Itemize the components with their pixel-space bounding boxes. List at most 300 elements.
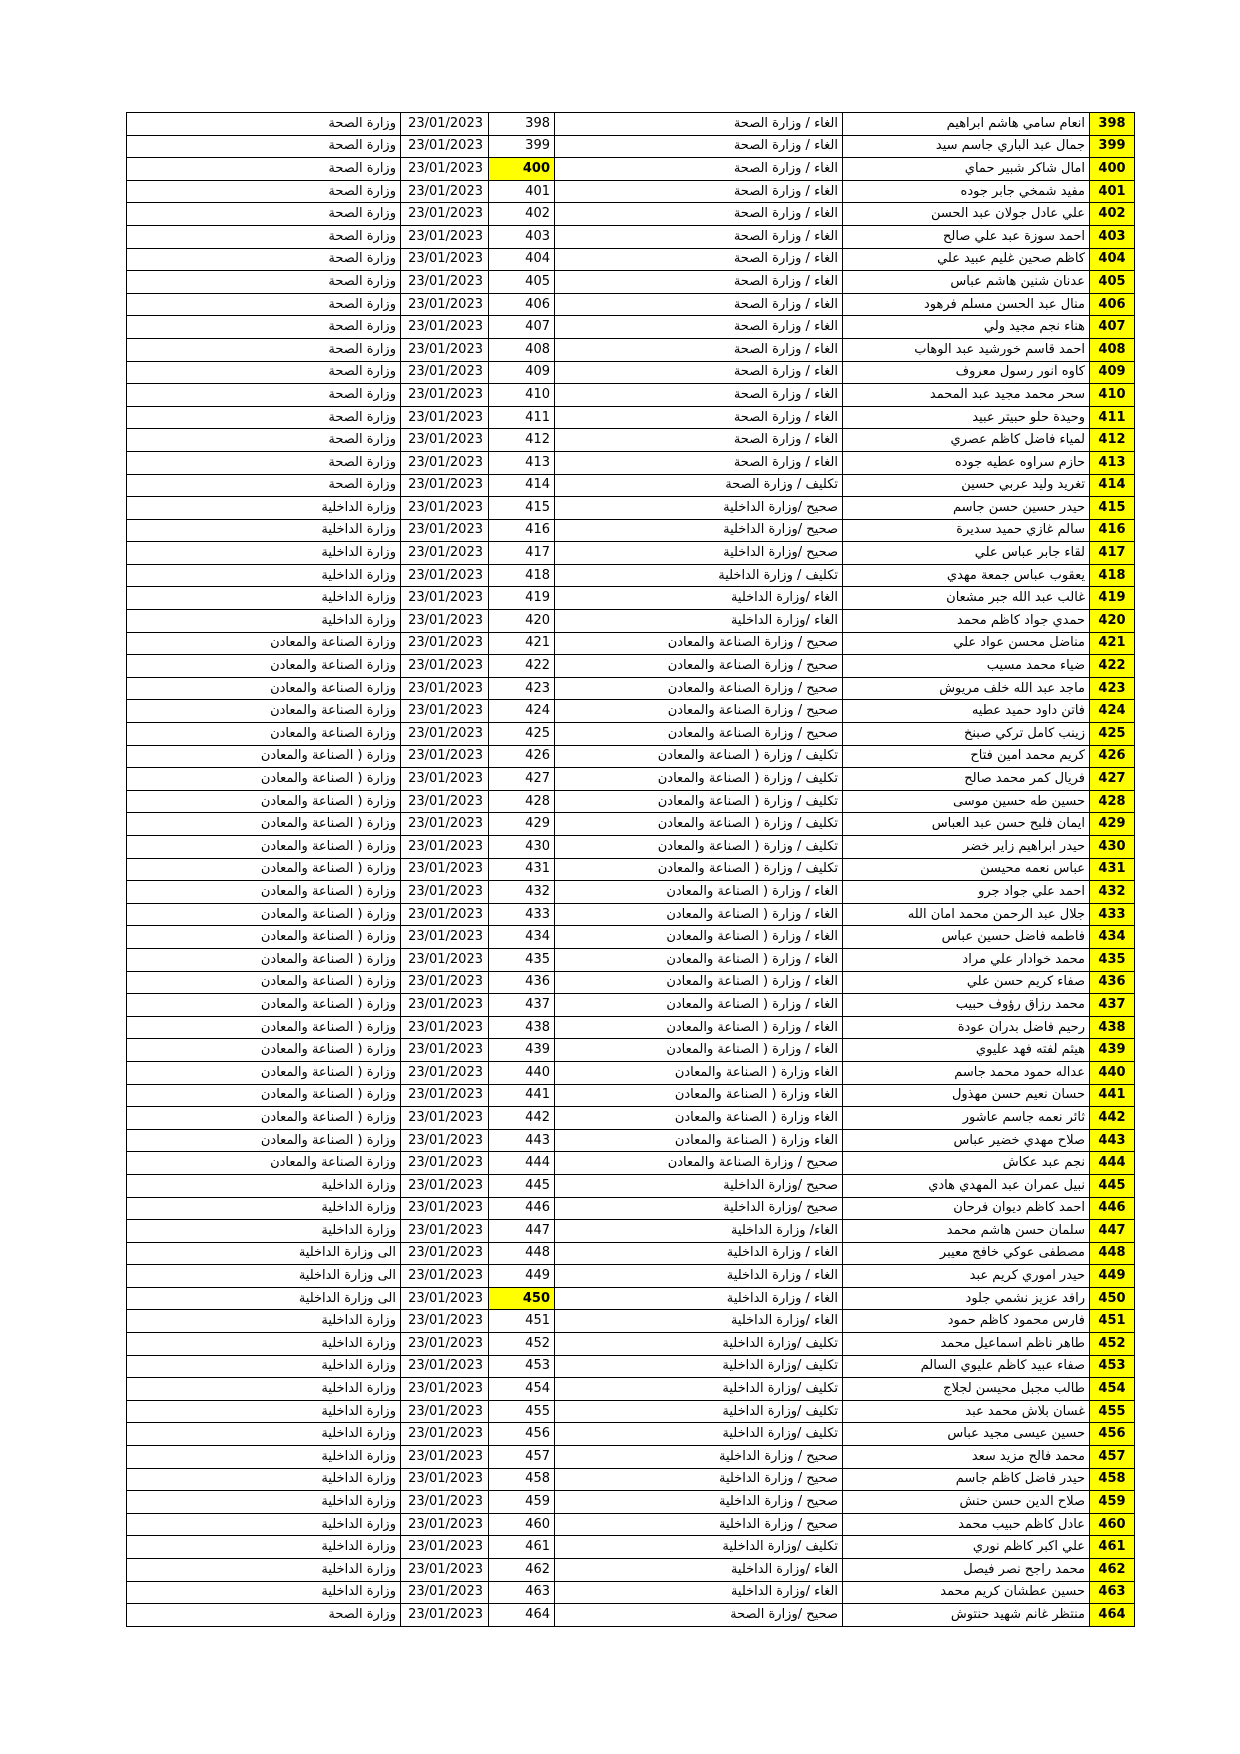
table-row (127, 497, 1135, 520)
ministry-cell: وزارة الداخلية (127, 1400, 401, 1423)
sequence-cell: 454 (1090, 1378, 1135, 1401)
records-table (126, 112, 1135, 1627)
table-row (127, 813, 1135, 836)
number-cell: 426 (489, 745, 555, 768)
sequence-cell: 424 (1090, 700, 1135, 723)
ministry-cell: وزارة الداخلية (127, 1378, 401, 1401)
employee-name-cell: سحر محمد مجيد عبد المحمد (843, 384, 1090, 407)
employee-name-cell: لقاء جابر عباس علي (843, 542, 1090, 565)
order-cell: صحيح /وزارة الصحة (555, 1604, 843, 1627)
sequence-cell: 403 (1090, 225, 1135, 248)
employee-name-cell: عادل كاظم حبيب محمد (843, 1513, 1090, 1536)
order-cell: الغاء / وزارة الصحة (555, 384, 843, 407)
order-cell: تكليف / وزارة ( الصناعة والمعادن (555, 858, 843, 881)
order-cell: صحيح / وزارة الداخلية (555, 1446, 843, 1469)
employee-name-cell: نجم عبد عكاش (843, 1152, 1090, 1175)
employee-name-cell: فاتن داود حميد عطيه (843, 700, 1090, 723)
sequence-cell: 408 (1090, 338, 1135, 361)
ministry-cell: وزارة الداخلية (127, 1446, 401, 1469)
date-cell: 23/01/2023 (401, 1174, 489, 1197)
employee-name-cell: حيدر اموري كريم عبد (843, 1265, 1090, 1288)
table-row (127, 1559, 1135, 1582)
date-cell: 23/01/2023 (401, 135, 489, 158)
order-cell: الغاء / وزارة ( الصناعة والمعادن (555, 948, 843, 971)
order-cell: الغاء /وزارة الداخلية (555, 610, 843, 633)
number-cell: 439 (489, 1039, 555, 1062)
number-cell: 445 (489, 1174, 555, 1197)
order-cell: الغاء / وزارة الصحة (555, 293, 843, 316)
ministry-cell: وزارة الصحة (127, 1604, 401, 1627)
date-cell: 23/01/2023 (401, 1310, 489, 1333)
date-cell: 23/01/2023 (401, 903, 489, 926)
order-cell: الغاء / وزارة ( الصناعة والمعادن (555, 881, 843, 904)
employee-name-cell: احمد قاسم خورشيد عبد الوهاب (843, 338, 1090, 361)
number-cell: 427 (489, 768, 555, 791)
sequence-cell: 457 (1090, 1446, 1135, 1469)
number-cell: 424 (489, 700, 555, 723)
sequence-cell: 439 (1090, 1039, 1135, 1062)
ministry-cell: وزارة ( الصناعة والمعادن (127, 926, 401, 949)
table-row (127, 610, 1135, 633)
employee-name-cell: وحيدة حلو حبيتر عبيد (843, 406, 1090, 429)
table-row (127, 564, 1135, 587)
ministry-cell: وزارة الداخلية (127, 1174, 401, 1197)
sequence-cell: 437 (1090, 994, 1135, 1017)
order-cell: الغاء / وزارة الصحة (555, 338, 843, 361)
table-row (127, 316, 1135, 339)
order-cell: الغاء / وزارة ( الصناعة والمعادن (555, 994, 843, 1017)
order-cell: الغاء / وزارة ( الصناعة والمعادن (555, 903, 843, 926)
ministry-cell: وزارة الداخلية (127, 1581, 401, 1604)
order-cell: صحيح / وزارة الصناعة والمعادن (555, 1152, 843, 1175)
table-row (127, 542, 1135, 565)
table-row (127, 655, 1135, 678)
ministry-cell: وزارة ( الصناعة والمعادن (127, 994, 401, 1017)
sequence-cell: 407 (1090, 316, 1135, 339)
sequence-cell: 463 (1090, 1581, 1135, 1604)
number-cell: 407 (489, 316, 555, 339)
ministry-cell: وزارة ( الصناعة والمعادن (127, 790, 401, 813)
sequence-cell: 409 (1090, 361, 1135, 384)
table-row (127, 1536, 1135, 1559)
sequence-cell: 447 (1090, 1220, 1135, 1243)
order-cell: الغاء / وزارة ( الصناعة والمعادن (555, 1016, 843, 1039)
order-cell: الغاء /وزارة الداخلية (555, 1310, 843, 1333)
sequence-cell: 438 (1090, 1016, 1135, 1039)
number-cell: 404 (489, 248, 555, 271)
date-cell: 23/01/2023 (401, 1039, 489, 1062)
ministry-cell: وزارة الصحة (127, 474, 401, 497)
ministry-cell: وزارة الصحة (127, 135, 401, 158)
table-row (127, 926, 1135, 949)
employee-name-cell: صفاء عبيد كاظم عليوي السالم (843, 1355, 1090, 1378)
ministry-cell: وزارة الداخلية (127, 1333, 401, 1356)
ministry-cell: وزارة الصحة (127, 429, 401, 452)
sequence-cell: 432 (1090, 881, 1135, 904)
ministry-cell: وزارة الداخلية (127, 1536, 401, 1559)
date-cell: 23/01/2023 (401, 1468, 489, 1491)
number-cell: 443 (489, 1129, 555, 1152)
sequence-cell: 451 (1090, 1310, 1135, 1333)
order-cell: تكليف / وزارة ( الصناعة والمعادن (555, 813, 843, 836)
date-cell: 23/01/2023 (401, 519, 489, 542)
ministry-cell: وزارة الصحة (127, 316, 401, 339)
order-cell: تكليف /وزارة الداخلية (555, 1333, 843, 1356)
sequence-cell: 411 (1090, 406, 1135, 429)
ministry-cell: وزارة ( الصناعة والمعادن (127, 881, 401, 904)
number-cell: 433 (489, 903, 555, 926)
order-cell: تكليف / وزارة ( الصناعة والمعادن (555, 836, 843, 859)
employee-name-cell: رافد عزيز نشمي جلود (843, 1287, 1090, 1310)
ministry-cell: وزارة الداخلية (127, 1468, 401, 1491)
number-cell: 464 (489, 1604, 555, 1627)
ministry-cell: وزارة الداخلية (127, 587, 401, 610)
order-cell: الغاء / وزارة الصحة (555, 203, 843, 226)
number-cell: 402 (489, 203, 555, 226)
date-cell: 23/01/2023 (401, 836, 489, 859)
sequence-cell: 453 (1090, 1355, 1135, 1378)
date-cell: 23/01/2023 (401, 1061, 489, 1084)
sequence-cell: 401 (1090, 180, 1135, 203)
date-cell: 23/01/2023 (401, 1152, 489, 1175)
employee-name-cell: صلاح مهدي خضير عباس (843, 1129, 1090, 1152)
table-row (127, 745, 1135, 768)
sequence-cell: 412 (1090, 429, 1135, 452)
table-row (127, 361, 1135, 384)
number-cell: 459 (489, 1491, 555, 1514)
employee-name-cell: منال عبد الحسن مسلم فرهود (843, 293, 1090, 316)
ministry-cell: وزارة الصحة (127, 180, 401, 203)
number-cell: 460 (489, 1513, 555, 1536)
order-cell: تكليف /وزارة الداخلية (555, 1536, 843, 1559)
table-row (127, 971, 1135, 994)
table-row (127, 1152, 1135, 1175)
number-cell: 425 (489, 723, 555, 746)
number-cell: 403 (489, 225, 555, 248)
table-row (127, 1197, 1135, 1220)
table-row (127, 1400, 1135, 1423)
order-cell: الغاء/ وزارة الداخلية (555, 1220, 843, 1243)
number-cell: 401 (489, 180, 555, 203)
table-row (127, 903, 1135, 926)
number-cell: 399 (489, 135, 555, 158)
date-cell: 23/01/2023 (401, 1197, 489, 1220)
order-cell: تكليف / وزارة ( الصناعة والمعادن (555, 790, 843, 813)
order-cell: الغاء وزارة ( الصناعة والمعادن (555, 1084, 843, 1107)
employee-name-cell: رحيم فاضل بدران عودة (843, 1016, 1090, 1039)
date-cell: 23/01/2023 (401, 1446, 489, 1469)
number-cell: 457 (489, 1446, 555, 1469)
ministry-cell: وزارة الداخلية (127, 1513, 401, 1536)
employee-name-cell: تغريد وليد عربي حسين (843, 474, 1090, 497)
employee-name-cell: محمد فالح مزيد سعد (843, 1446, 1090, 1469)
employee-name-cell: ايمان فليح حسن عبد العباس (843, 813, 1090, 836)
ministry-cell: وزارة الصحة (127, 203, 401, 226)
number-cell: 408 (489, 338, 555, 361)
table-row (127, 768, 1135, 791)
table-row (127, 519, 1135, 542)
order-cell: الغاء / وزارة الداخلية (555, 1242, 843, 1265)
date-cell: 23/01/2023 (401, 271, 489, 294)
ministry-cell: وزارة ( الصناعة والمعادن (127, 971, 401, 994)
number-cell: 455 (489, 1400, 555, 1423)
date-cell: 23/01/2023 (401, 881, 489, 904)
ministry-cell: الى وزارة الداخلية (127, 1265, 401, 1288)
table-row (127, 1446, 1135, 1469)
ministry-cell: وزارة الصحة (127, 225, 401, 248)
sequence-cell: 430 (1090, 836, 1135, 859)
employee-name-cell: زينب كامل تركي صبنخ (843, 723, 1090, 746)
employee-name-cell: عدنان شنين هاشم عباس (843, 271, 1090, 294)
number-cell: 415 (489, 497, 555, 520)
date-cell: 23/01/2023 (401, 1536, 489, 1559)
employee-name-cell: نبيل عمران عبد المهدي هادي (843, 1174, 1090, 1197)
sequence-cell: 405 (1090, 271, 1135, 294)
employee-name-cell: محمد رزاق رؤوف حبيب (843, 994, 1090, 1017)
sequence-cell: 404 (1090, 248, 1135, 271)
sequence-cell: 436 (1090, 971, 1135, 994)
sequence-cell: 422 (1090, 655, 1135, 678)
employee-name-cell: احمد كاظم ديوان فرحان (843, 1197, 1090, 1220)
number-cell: 461 (489, 1536, 555, 1559)
sequence-cell: 459 (1090, 1491, 1135, 1514)
ministry-cell: وزارة ( الصناعة والمعادن (127, 1039, 401, 1062)
ministry-cell: وزارة الصحة (127, 158, 401, 181)
ministry-cell: وزارة ( الصناعة والمعادن (127, 813, 401, 836)
sequence-cell: 406 (1090, 293, 1135, 316)
date-cell: 23/01/2023 (401, 587, 489, 610)
employee-name-cell: ماجد عبد الله خلف مريوش (843, 677, 1090, 700)
date-cell: 23/01/2023 (401, 971, 489, 994)
number-cell: 462 (489, 1559, 555, 1582)
ministry-cell: وزارة الداخلية (127, 1310, 401, 1333)
date-cell: 23/01/2023 (401, 926, 489, 949)
number-cell: 414 (489, 474, 555, 497)
employee-name-cell: امال شاكر شبير حماي (843, 158, 1090, 181)
employee-name-cell: عداله حمود محمد جاسم (843, 1061, 1090, 1084)
ministry-cell: وزارة الداخلية (127, 542, 401, 565)
sequence-cell: 460 (1090, 1513, 1135, 1536)
number-cell: 456 (489, 1423, 555, 1446)
number-cell: 428 (489, 790, 555, 813)
table-row (127, 858, 1135, 881)
ministry-cell: وزارة ( الصناعة والمعادن (127, 745, 401, 768)
employee-name-cell: مفيد شمخي جابر جوده (843, 180, 1090, 203)
employee-name-cell: طالب مجبل محيسن لجلاج (843, 1378, 1090, 1401)
ministry-cell: وزارة ( الصناعة والمعادن (127, 903, 401, 926)
ministry-cell: وزارة ( الصناعة والمعادن (127, 858, 401, 881)
number-cell: 451 (489, 1310, 555, 1333)
table-row (127, 1039, 1135, 1062)
date-cell: 23/01/2023 (401, 542, 489, 565)
sequence-cell: 429 (1090, 813, 1135, 836)
order-cell: الغاء / وزارة الصحة (555, 429, 843, 452)
employee-name-cell: ضياء محمد مسيب (843, 655, 1090, 678)
order-cell: صحيح /وزارة الداخلية (555, 542, 843, 565)
number-cell: 434 (489, 926, 555, 949)
table-row (127, 587, 1135, 610)
ministry-cell: وزارة الصحة (127, 113, 401, 136)
number-cell: 463 (489, 1581, 555, 1604)
number-cell: 411 (489, 406, 555, 429)
employee-name-cell: جمال عبد الباري جاسم سيد (843, 135, 1090, 158)
order-cell: صحيح /وزارة الداخلية (555, 1174, 843, 1197)
date-cell: 23/01/2023 (401, 1559, 489, 1582)
employee-name-cell: كاوه انور رسول معروف (843, 361, 1090, 384)
date-cell: 23/01/2023 (401, 406, 489, 429)
sequence-cell: 410 (1090, 384, 1135, 407)
sequence-cell: 443 (1090, 1129, 1135, 1152)
date-cell: 23/01/2023 (401, 1513, 489, 1536)
ministry-cell: وزارة الداخلية (127, 1220, 401, 1243)
table-row (127, 1513, 1135, 1536)
table-row (127, 1242, 1135, 1265)
date-cell: 23/01/2023 (401, 994, 489, 1017)
sequence-cell: 398 (1090, 113, 1135, 136)
employee-name-cell: مناضل محسن عواد علي (843, 632, 1090, 655)
number-cell: 452 (489, 1333, 555, 1356)
number-cell: 450 (489, 1287, 555, 1310)
table-row (127, 1084, 1135, 1107)
number-cell: 454 (489, 1378, 555, 1401)
order-cell: الغاء / وزارة الصحة (555, 451, 843, 474)
date-cell: 23/01/2023 (401, 813, 489, 836)
table-row (127, 1491, 1135, 1514)
date-cell: 23/01/2023 (401, 677, 489, 700)
date-cell: 23/01/2023 (401, 474, 489, 497)
employee-name-cell: علي عادل جولان عبد الحسن (843, 203, 1090, 226)
date-cell: 23/01/2023 (401, 632, 489, 655)
date-cell: 23/01/2023 (401, 790, 489, 813)
employee-name-cell: منتظر غانم شهيد حنتوش (843, 1604, 1090, 1627)
ministry-cell: وزارة ( الصناعة والمعادن (127, 836, 401, 859)
number-cell: 432 (489, 881, 555, 904)
table-row (127, 271, 1135, 294)
date-cell: 23/01/2023 (401, 384, 489, 407)
ministry-cell: وزارة ( الصناعة والمعادن (127, 1129, 401, 1152)
ministry-cell: وزارة ( الصناعة والمعادن (127, 1016, 401, 1039)
ministry-cell: وزارة الداخلية (127, 1197, 401, 1220)
ministry-cell: وزارة الصناعة والمعادن (127, 677, 401, 700)
table-row (127, 203, 1135, 226)
employee-name-cell: سلمان حسن هاشم محمد (843, 1220, 1090, 1243)
order-cell: صحيح / وزارة الصناعة والمعادن (555, 677, 843, 700)
sequence-cell: 419 (1090, 587, 1135, 610)
order-cell: الغاء / وزارة الصحة (555, 406, 843, 429)
order-cell: الغاء /وزارة الداخلية (555, 587, 843, 610)
table-row (127, 225, 1135, 248)
date-cell: 23/01/2023 (401, 1084, 489, 1107)
date-cell: 23/01/2023 (401, 1378, 489, 1401)
table-row (127, 723, 1135, 746)
number-cell: 436 (489, 971, 555, 994)
number-cell: 421 (489, 632, 555, 655)
date-cell: 23/01/2023 (401, 1604, 489, 1627)
employee-name-cell: غسان بلاش محمد عبد (843, 1400, 1090, 1423)
order-cell: تكليف / وزارة الداخلية (555, 564, 843, 587)
date-cell: 23/01/2023 (401, 361, 489, 384)
date-cell: 23/01/2023 (401, 158, 489, 181)
order-cell: الغاء / وزارة الصحة (555, 361, 843, 384)
sequence-cell: 449 (1090, 1265, 1135, 1288)
ministry-cell: وزارة ( الصناعة والمعادن (127, 1061, 401, 1084)
employee-name-cell: يعقوب عباس جمعة مهدي (843, 564, 1090, 587)
sequence-cell: 464 (1090, 1604, 1135, 1627)
employee-name-cell: حمدي جواد كاظم محمد (843, 610, 1090, 633)
ministry-cell: وزارة الصحة (127, 361, 401, 384)
sequence-cell: 445 (1090, 1174, 1135, 1197)
sequence-cell: 442 (1090, 1107, 1135, 1130)
date-cell: 23/01/2023 (401, 113, 489, 136)
employee-name-cell: فريال كمر محمد صالح (843, 768, 1090, 791)
employee-name-cell: حسان نعيم حسن مهذول (843, 1084, 1090, 1107)
order-cell: صحيح / وزارة الصناعة والمعادن (555, 723, 843, 746)
order-cell: صحيح / وزارة الصناعة والمعادن (555, 632, 843, 655)
date-cell: 23/01/2023 (401, 1491, 489, 1514)
order-cell: صحيح /وزارة الداخلية (555, 497, 843, 520)
employee-name-cell: طاهر ناظم اسماعيل محمد (843, 1333, 1090, 1356)
date-cell: 23/01/2023 (401, 1016, 489, 1039)
number-cell: 441 (489, 1084, 555, 1107)
employee-name-cell: محمد راجح نصر فيصل (843, 1559, 1090, 1582)
date-cell: 23/01/2023 (401, 610, 489, 633)
table-row (127, 180, 1135, 203)
sequence-cell: 425 (1090, 723, 1135, 746)
ministry-cell: وزارة الداخلية (127, 1559, 401, 1582)
ministry-cell: وزارة ( الصناعة والمعادن (127, 948, 401, 971)
order-cell: الغاء / وزارة الصحة (555, 135, 843, 158)
sequence-cell: 427 (1090, 768, 1135, 791)
date-cell: 23/01/2023 (401, 1242, 489, 1265)
table-row (127, 158, 1135, 181)
date-cell: 23/01/2023 (401, 1287, 489, 1310)
table-row (127, 451, 1135, 474)
order-cell: صحيح / وزارة الصناعة والمعادن (555, 655, 843, 678)
date-cell: 23/01/2023 (401, 564, 489, 587)
order-cell: الغاء / وزارة الصحة (555, 113, 843, 136)
table-row (127, 1604, 1135, 1627)
sequence-cell: 399 (1090, 135, 1135, 158)
number-cell: 409 (489, 361, 555, 384)
ministry-cell: الى وزارة الداخلية (127, 1242, 401, 1265)
table-row (127, 429, 1135, 452)
date-cell: 23/01/2023 (401, 700, 489, 723)
order-cell: الغاء وزارة ( الصناعة والمعادن (555, 1061, 843, 1084)
table-row (127, 948, 1135, 971)
table-row (127, 677, 1135, 700)
order-cell: الغاء وزارة ( الصناعة والمعادن (555, 1129, 843, 1152)
table-row (127, 632, 1135, 655)
table-row (127, 994, 1135, 1017)
order-cell: تكليف / وزارة ( الصناعة والمعادن (555, 745, 843, 768)
employee-name-cell: حيدر ابراهيم زاير خضر (843, 836, 1090, 859)
sequence-cell: 400 (1090, 158, 1135, 181)
table-row (127, 790, 1135, 813)
order-cell: تكليف /وزارة الداخلية (555, 1355, 843, 1378)
date-cell: 23/01/2023 (401, 338, 489, 361)
ministry-cell: وزارة ( الصناعة والمعادن (127, 1107, 401, 1130)
ministry-cell: وزارة الداخلية (127, 497, 401, 520)
date-cell: 23/01/2023 (401, 1355, 489, 1378)
date-cell: 23/01/2023 (401, 745, 489, 768)
employee-name-cell: هيثم لفته فهد عليوي (843, 1039, 1090, 1062)
number-cell: 429 (489, 813, 555, 836)
date-cell: 23/01/2023 (401, 768, 489, 791)
number-cell: 458 (489, 1468, 555, 1491)
ministry-cell: وزارة الصحة (127, 384, 401, 407)
table-row (127, 1220, 1135, 1243)
table-row (127, 836, 1135, 859)
